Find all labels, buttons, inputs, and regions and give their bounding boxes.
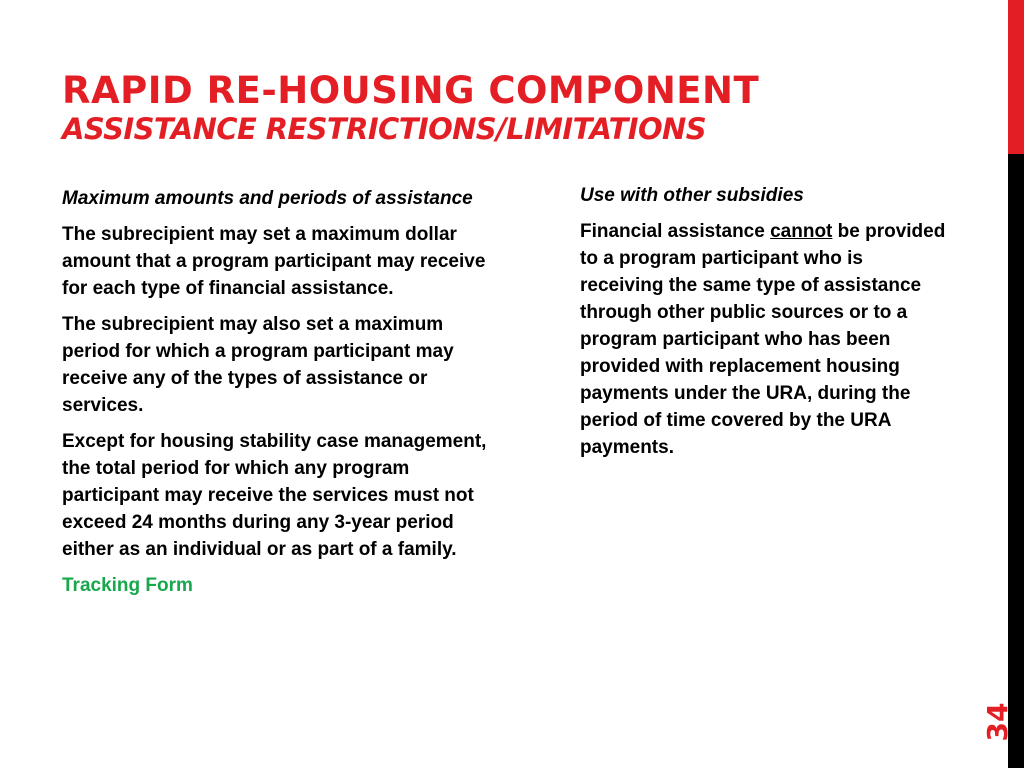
left-paragraph-max-amount: The subrecipient may set a maximum dollar amount that a program participant may receive for each type of financial assistance. xyxy=(62,224,486,299)
left-paragraph-total-period: Except for housing stability case management, the total period for which any program participant may receive the services must not exceed 24 months during any 3-year period either as an individual or as part of a family. xyxy=(62,431,487,560)
right-text-before: Financial assistance xyxy=(580,221,771,242)
left-column xyxy=(62,185,502,608)
slide-title xyxy=(62,70,962,146)
title-main: RAPID RE-HOUSING COMPONENT xyxy=(62,69,760,112)
title-subtitle: ASSISTANCE RESTRICTIONS/LIMITATIONS xyxy=(62,112,706,146)
right-paragraph-other-subsidies xyxy=(580,218,950,461)
accent-bar-black xyxy=(1008,154,1024,768)
slide-number: 34 xyxy=(981,702,1014,742)
right-column xyxy=(580,182,950,470)
left-paragraph-max-period: The subrecipient may also set a maximum period for which a program participant may receive any of the types of assistance or services. xyxy=(62,314,454,416)
right-column-heading: Use with other subsidies xyxy=(580,185,804,206)
right-text-after: be provided to a program participant who is receiving the same type of assistance through other public sources or to a program participant who has been provided with replacement housing payments under the URA, during the period of time covered by the URA payments. xyxy=(580,221,946,458)
accent-bar-red xyxy=(1008,0,1024,154)
left-column-heading: Maximum amounts and periods of assistance xyxy=(62,188,473,209)
tracking-form-link[interactable]: Tracking Form xyxy=(62,575,193,596)
cannot-emphasis: cannot xyxy=(770,221,833,242)
